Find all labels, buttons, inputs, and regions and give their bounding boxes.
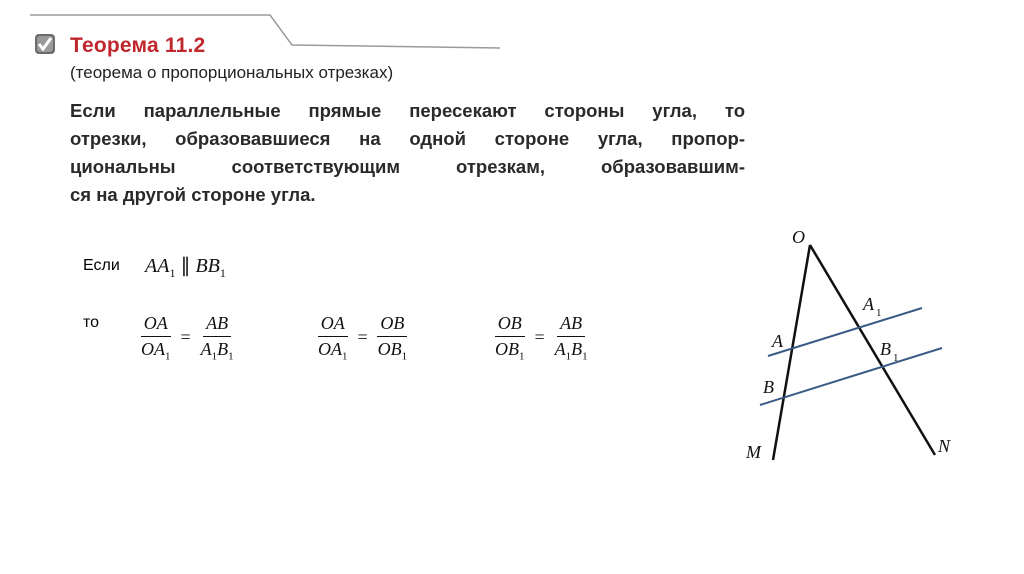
parallel-line-aa1 [768, 308, 922, 356]
label-a1-sub: 1 [876, 307, 882, 319]
statement-line: отрезки, образовавшиеся на одной стороне угла, пропор- [70, 128, 745, 149]
then-label: то [83, 314, 100, 331]
theorem-statement [70, 97, 745, 209]
fraction: $\frac{OA}{OA_1}$ [318, 313, 348, 363]
ray-on [810, 245, 935, 455]
if-label: Если [83, 257, 120, 274]
ratio-equation-2: $\frac{OA}{OA_1}$ = $\frac{OB}{OB_1}$ [315, 313, 410, 363]
label-n: N [938, 436, 951, 456]
angle-diagram [730, 215, 990, 475]
statement-line: Если параллельные прямые пересекают стороны угла, то [70, 100, 745, 121]
fraction: $\frac{OB}{OB_1}$ [377, 313, 408, 363]
fraction: $\frac{AB}{A_1B_1}$ [554, 313, 588, 363]
label-m: M [746, 442, 761, 462]
theorem-title: Теорема 11.2 [70, 34, 206, 57]
label-b1: B [880, 339, 891, 359]
statement-line: ся на другой стороне угла. [70, 184, 316, 205]
label-b: B [763, 377, 774, 397]
fraction: $\frac{OB}{OB_1}$ [495, 313, 525, 363]
fraction: $\frac{AB}{A_1B_1}$ [200, 313, 234, 363]
statement-line: циональны соответствующим отрезкам, образовавшим- [70, 156, 745, 177]
parallel-condition: $AA_1$ ∥ $BB_1$ [145, 255, 226, 280]
checkmark-icon [34, 33, 56, 55]
label-o: O [792, 227, 805, 247]
ratio-equation-1: $\frac{OA}{OA_1}$ = $\frac{AB}{A_1B_1}$ [138, 313, 237, 363]
label-b1-sub: 1 [893, 352, 899, 364]
fraction: $\frac{OA}{OA_1}$ [141, 313, 171, 363]
label-a: A [772, 331, 783, 351]
label-a1: A [863, 294, 874, 314]
ratio-equation-3: $\frac{OB}{OB_1}$ = $\frac{AB}{A_1B_1}$ [492, 313, 591, 363]
theorem-subtitle: (теорема о пропорциональных отрезках) [70, 63, 394, 82]
